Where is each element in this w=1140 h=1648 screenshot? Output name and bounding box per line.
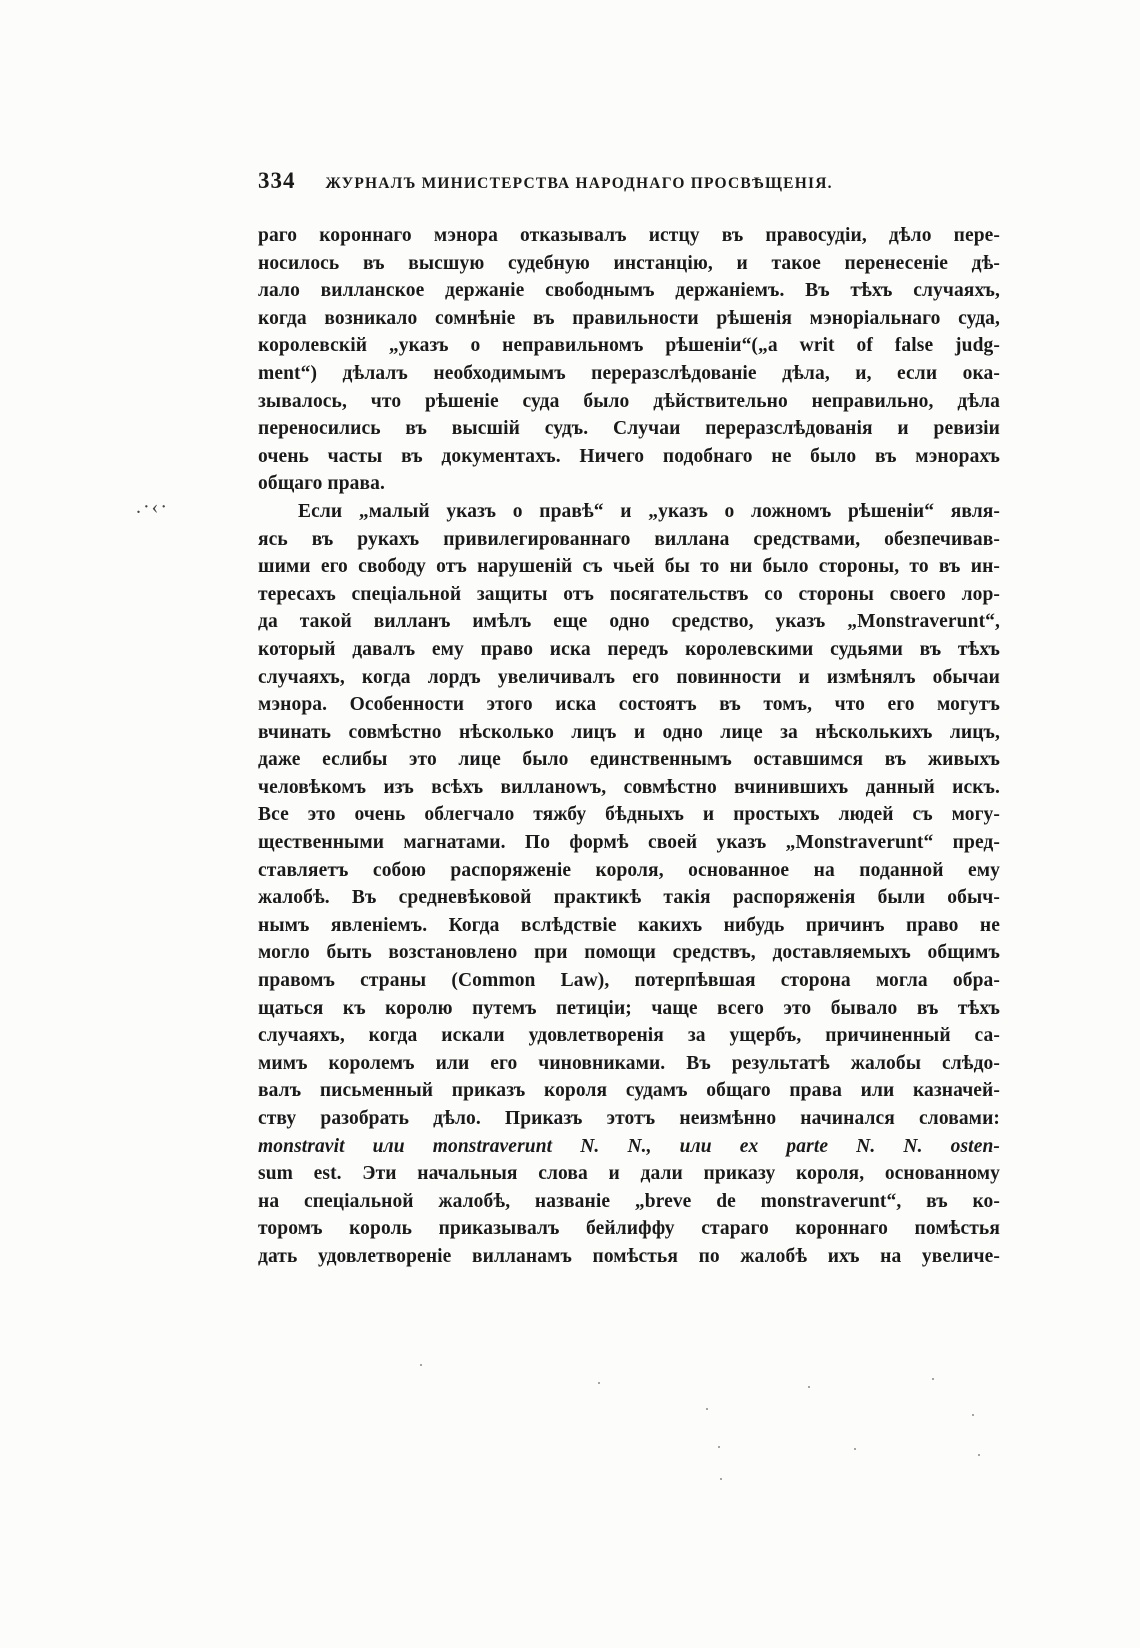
text-line: очень часты въ документахъ. Ничего подобнаго не было въ мэнорахъ <box>258 445 1000 467</box>
speck <box>854 1448 856 1450</box>
text-line: на спеціальной жалобѣ, названіе „breve de monstraverunt“, въ ко- <box>258 1190 1000 1212</box>
body-text <box>258 222 1000 1271</box>
text-line: переносились въ высшій судъ. Случаи переразслѣдованія и ревизіи <box>258 418 1000 440</box>
text-line: даже еслибы это лице было единственнымъ оставшимся въ живыхъ <box>258 749 1000 771</box>
text-line: торомъ король приказывалъ бейлиффу стараго короннаго помѣстья <box>258 1218 1000 1240</box>
text-line: sum est. Эти начальныя слова и дали приказу короля, основанному <box>258 1163 1000 1185</box>
speck <box>978 1454 980 1456</box>
text-line: валъ письменный приказъ короля судамъ общаго права или казначей- <box>258 1080 1000 1102</box>
text-line: да такой вилланъ имѣлъ еще одно средство, указъ „Monstraverunt“, <box>258 611 1000 633</box>
text-line: ment“) дѣлалъ необходимымъ переразслѣдованіе дѣла, и, если ока- <box>258 362 1000 384</box>
text-line: когда возникало сомнѣніе въ правильности рѣшенія мэноріальнаго суда, <box>258 307 1000 329</box>
page-header <box>258 168 908 194</box>
text-line: нымъ явленіемъ. Когда вслѣдствіе какихъ нибудь причинъ право не <box>258 914 1000 936</box>
text-line: вчинать совмѣстно нѣсколько лицъ и одно лице за нѣсколькихъ лицъ, <box>258 721 1000 743</box>
speck <box>720 1478 722 1480</box>
text-line: тересахъ спеціальной защиты отъ посягательствъ со стороны своего лор- <box>258 583 1000 605</box>
page-number: 334 <box>258 168 296 193</box>
text-line: общаго права. <box>258 473 385 495</box>
text-line: случаяхъ, когда искали удовлетворенія за ущербъ, причиненный са- <box>258 1025 1000 1047</box>
speck <box>706 1408 708 1410</box>
text-line: правомъ страны (Common Law), потерпѣвшая сторона могла обра- <box>258 970 1000 992</box>
text-line: могло быть возстановлено при помощи средствъ, доставляемыхъ общимъ <box>258 942 1000 964</box>
text-line: мэнора. Особенности этого иска состоятъ въ томъ, что его могутъ <box>258 694 1000 716</box>
text-line-italic-terms: monstravit или monstraverunt N. N., или ex parte N. N. osten- <box>258 1135 1000 1157</box>
text-line: ясь въ рукахъ привилегированнаго виллана средствами, обезпечивав- <box>258 528 1000 550</box>
margin-mark: .·‹· <box>136 496 169 518</box>
text-line: королевскій „указъ о неправильномъ рѣшеніи“(„a writ of false judg- <box>258 335 1000 357</box>
text-line: раго короннаго мэнора отказывалъ истцу въ правосудіи, дѣло пере- <box>258 225 1000 246</box>
speck <box>598 1382 600 1384</box>
speck <box>972 1414 974 1416</box>
text-line: дать удовлетвореніе вилланамъ помѣстья по жалобѣ ихъ на увеличе- <box>258 1245 1000 1267</box>
text-line: ставляетъ собою распоряженіе короля, основанное на поданной ему <box>258 859 1000 881</box>
text-line: лало вилланское держаніе свободнымъ держаніемъ. Въ тѣхъ случаяхъ, <box>258 280 1000 302</box>
text-line: щественными магнатами. По формѣ своей указъ „Monstraverunt“ пред- <box>258 832 1000 854</box>
text-line: Все это очень облегчало тяжбу бѣдныхъ и простыхъ людей съ могу- <box>258 804 1000 826</box>
text-line: ству разобрать дѣло. Приказъ этотъ неизмѣнно начинался словами: <box>258 1108 1000 1129</box>
paragraph-first-line: Если „малый указъ о правѣ“ и „указъ о ложномъ рѣшеніи“ явля- <box>298 500 1000 522</box>
text-line: который давалъ ему право иска передъ королевскими судьями въ тѣхъ <box>258 638 1000 660</box>
text-line: зывалось, что рѣшеніе суда было дѣйствительно неправильно, дѣла <box>258 390 1000 412</box>
speck <box>718 1446 720 1448</box>
speck <box>420 1364 422 1366</box>
running-head: ЖУРНАЛЪ МИНИСТЕРСТВА НАРОДНАГО ПРОСВѢЩЕНІЯ. <box>325 175 833 192</box>
text-line: жалобѣ. Въ средневѣковой практикѣ такія распоряженія были обыч- <box>258 887 1000 909</box>
text-line: человѣкомъ изъ всѣхъ вилланowъ, совмѣстно вчинившихъ данный искъ. <box>258 776 1000 798</box>
text-line: случаяхъ, когда лордъ увеличивалъ его повинности и измѣнялъ обычаи <box>258 666 1000 688</box>
text-line: щаться къ королю путемъ петиціи; чаще всего это бывало въ тѣхъ <box>258 997 1000 1019</box>
text-line: носилось въ высшую судебную инстанцію, и такое перенесеніе дѣ- <box>258 252 1000 274</box>
speck <box>932 1378 934 1380</box>
speck <box>808 1386 810 1388</box>
text-line: шими его свободу отъ нарушеній съ чьей бы то ни было стороны, то въ ин- <box>258 556 1000 578</box>
text-line: мимъ королемъ или его чиновниками. Въ результатѣ жалобы слѣдо- <box>258 1052 1000 1074</box>
